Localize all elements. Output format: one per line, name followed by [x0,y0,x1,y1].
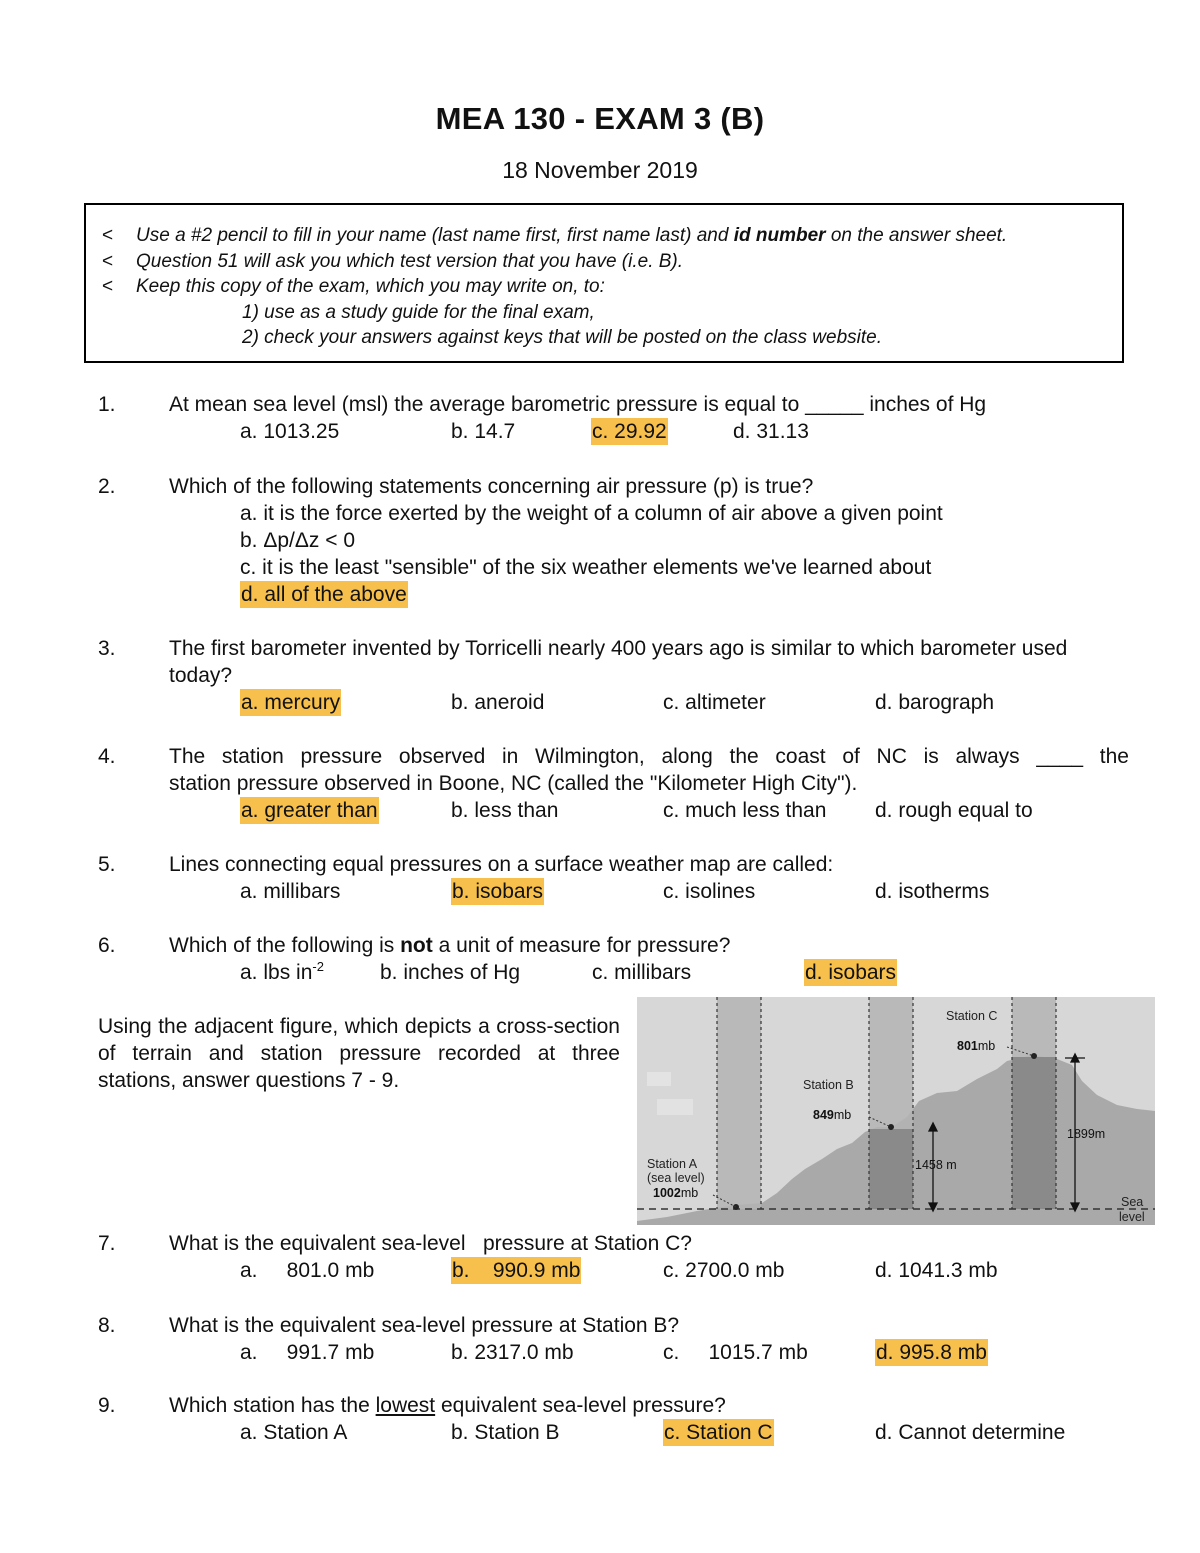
question-stem: The first barometer invented by Torricelli nearly 400 years ago is similar to which barometer used today? [169,637,1068,687]
option-a[interactable]: a. millibars [240,880,341,903]
question-stem: The station pressure observed in Wilmington, along the coast of NC is always ____ the [169,745,1129,768]
terrain-cross-section-figure [637,997,1155,1225]
instruction-text: 1) use as a study guide for the final exam, [242,301,595,323]
station-c-name: Station C [946,1009,998,1023]
question-number: 2. [98,475,116,498]
exam-date: 18 November 2019 [502,157,698,183]
question-stem [169,932,1129,959]
question-stem: Lines connecting equal pressures on a surface weather map are called: [169,853,834,876]
station-c-pressure: 801 [957,1039,978,1053]
option-c[interactable]: c. much less than [663,799,827,822]
option-a-answer[interactable]: a. greater than [241,799,378,822]
station-b-column-lower [869,1129,913,1209]
option-d[interactable]: d. 31.13 [733,420,809,443]
option-b[interactable]: b. Station B [451,1421,560,1444]
option-a[interactable]: a. Station A [240,1421,348,1444]
station-c-column-lower [1012,1057,1056,1209]
option-c[interactable]: c. it is the least "sensible" of the six weather elements we've learned about [240,556,932,579]
instruction-text: Keep this copy of the exam, which you may write on, to: [136,276,605,298]
figure-shade [657,1099,693,1115]
option-c-answer[interactable]: c. Station C [664,1421,773,1444]
station-b-elevation: 1458 m [915,1158,957,1172]
station-c-label [957,1039,995,1053]
question-stem: At mean sea level (msl) the average barometric pressure is equal to _____ inches of Hg [169,393,987,416]
question-number: 7. [98,1232,116,1255]
option-c[interactable]: c. 1015.7 mb [663,1341,808,1364]
question-number: 8. [98,1314,116,1337]
question-stem [169,1392,1129,1419]
instruction-text: 2) check your answers against keys that will be posted on the class website. [242,327,882,349]
option-b[interactable]: b. less than [451,799,559,822]
instruction-text: Question 51 will ask you which test version that you have (i.e. B). [136,250,684,272]
option-a-exponent: -2 [312,959,324,974]
question-stem-continued: station pressure observed in Boone, NC (called the "Kilometer High City"). [169,772,858,795]
option-a-text: a. lbs in [240,961,313,984]
option-b-answer[interactable]: b. isobars [452,880,544,903]
station-b-column-upper [869,997,913,1129]
station-b-name: Station B [803,1078,854,1092]
question-number: 5. [98,853,116,876]
question-number: 1. [98,393,116,416]
instruction-bold: id number [733,225,826,246]
station-c-elevation: 1899m [1067,1127,1106,1141]
option-a[interactable]: a. 1013.25 [240,420,340,443]
instruction-line-1 [86,223,1122,249]
option-c[interactable]: c. isolines [663,880,756,903]
option-d-answer[interactable]: d. isobars [805,961,897,984]
option-c[interactable]: c. altimeter [663,691,766,714]
instruction-line-2 [86,249,1122,275]
option-a[interactable]: a. it is the force exerted by the weight of a column of air above a given point [240,502,943,525]
station-a-column [717,997,761,1209]
stem-text: a unit of measure for pressure? [432,934,731,957]
option-b[interactable]: b. 14.7 [451,420,516,443]
option-a[interactable]: a. 801.0 mb [240,1259,375,1282]
station-c-unit: mb [977,1039,996,1053]
instruction-sub-2 [86,325,1122,351]
instruction-text: Use a #2 pencil to fill in your name (last name first, first name last) and [136,225,734,246]
station-b-label [813,1108,851,1122]
stem-underlined: lowest [375,1394,436,1417]
station-a-unit: mb [680,1186,699,1200]
station-a-pressure: 1002 [653,1186,681,1200]
question-stem: Which of the following statements concerning air pressure (p) is true? [169,475,814,498]
option-a-answer[interactable]: a. mercury [241,691,341,714]
option-c[interactable]: c. 2700.0 mb [663,1259,785,1282]
option-b[interactable]: b. 2317.0 mb [451,1341,574,1364]
figure-svg [637,997,1155,1225]
option-d[interactable]: d. isotherms [875,880,990,903]
question-number: 3. [98,637,116,660]
option-b[interactable]: b. aneroid [451,691,545,714]
stem-text: Which station has the [169,1394,376,1417]
option-d[interactable]: d. barograph [875,691,995,714]
sea-level-label: Sea [1121,1195,1144,1209]
question-number: 4. [98,745,116,768]
option-a[interactable] [240,959,324,986]
option-d[interactable]: d. 1041.3 mb [875,1259,998,1282]
option-b[interactable]: b. Δp/Δz < 0 [240,529,356,552]
station-a-name: Station A [647,1157,698,1171]
station-b-pressure: 849 [813,1108,834,1122]
instruction-sub-1 [86,300,1122,326]
bullet-marker: < [102,250,114,272]
option-c-answer[interactable]: c. 29.92 [592,420,667,443]
question-stem: What is the equivalent sea-level pressure at Station B? [169,1314,680,1337]
option-a[interactable]: a. 991.7 mb [240,1341,375,1364]
option-d[interactable]: d. rough equal to [875,799,1033,822]
option-b[interactable]: b. inches of Hg [380,961,521,984]
station-c-column-upper [1012,997,1056,1057]
bullet-marker: < [102,225,114,246]
option-b-answer[interactable]: b. 990.9 mb [452,1259,581,1282]
instructions-box [84,203,1124,363]
figure-shade [647,1072,671,1086]
stem-text: equivalent sea-level pressure? [435,1394,726,1417]
stem-text: Which of the following is [169,934,401,957]
option-c[interactable]: c. millibars [592,961,692,984]
question-number: 9. [98,1394,116,1417]
option-d-answer[interactable]: d. all of the above [241,583,407,606]
option-d-answer[interactable]: d. 995.8 mb [876,1341,987,1364]
figure-intro-text: Using the adjacent figure, which depicts a cross-section of terrain and station pressure recorded at three stations, answer questions 7 - 9. [98,1015,620,1092]
station-b-unit: mb [833,1108,852,1122]
station-a-label [653,1186,698,1200]
option-d[interactable]: d. Cannot determine [875,1421,1066,1444]
stem-bold: not [400,934,433,957]
station-a-note: (sea level) [647,1171,705,1185]
bullet-marker: < [102,276,114,298]
sea-level-label: level [1119,1210,1145,1224]
question-stem: What is the equivalent sea-level pressure at Station C? [169,1232,692,1255]
instruction-line-3 [86,274,1122,300]
exam-title: MEA 130 - EXAM 3 (B) [435,101,765,136]
question-number: 6. [98,934,116,957]
instruction-text: on the answer sheet. [825,225,1008,246]
